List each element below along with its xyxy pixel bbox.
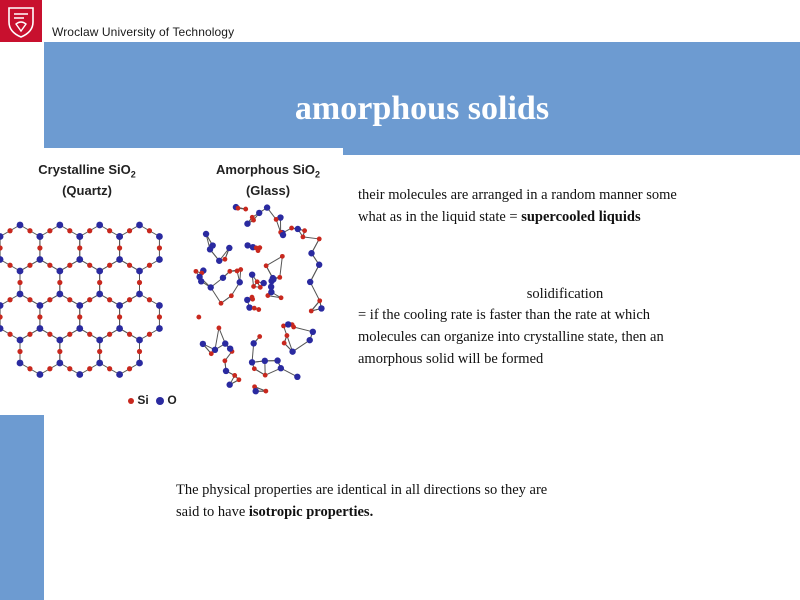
o-atom <box>280 232 286 238</box>
o-atom <box>136 337 143 344</box>
o-atom <box>244 297 250 303</box>
o-atom <box>116 302 123 309</box>
paragraph3-line2: said to have isotropic properties. <box>176 504 374 520</box>
left-accent-bar <box>0 415 44 600</box>
si-atom <box>27 263 32 268</box>
o-atom <box>308 250 314 256</box>
si-atom <box>227 269 232 274</box>
o-atom <box>252 388 258 394</box>
o-atom <box>220 275 226 281</box>
o-atom <box>200 341 206 347</box>
si-atom <box>27 297 32 302</box>
paragraph-isotropic <box>176 479 547 523</box>
o-atom <box>37 233 44 240</box>
si-atom <box>258 285 263 290</box>
si-atom <box>67 366 72 371</box>
o-atom <box>268 289 274 295</box>
si-atom <box>127 263 132 268</box>
o-atom <box>244 242 250 248</box>
o-atom <box>56 268 63 275</box>
si-atom <box>7 332 12 337</box>
si-atom <box>194 269 199 274</box>
si-atom <box>7 228 12 233</box>
si-atom <box>107 297 112 302</box>
si-atom <box>47 332 52 337</box>
si-atom <box>87 263 92 268</box>
si-atom <box>147 332 152 337</box>
amorphous-network <box>194 204 325 394</box>
o-atom <box>96 360 103 367</box>
si-atom <box>289 226 294 231</box>
si-atom <box>250 215 255 220</box>
o-atom <box>17 268 24 275</box>
si-atom <box>309 309 314 314</box>
si-atom <box>107 228 112 233</box>
si-atom <box>147 263 152 268</box>
o-atom <box>203 231 209 237</box>
glass-bond <box>303 237 319 239</box>
glass-bond <box>266 256 282 265</box>
si-atom <box>47 263 52 268</box>
o-atom <box>37 371 44 378</box>
si-atom <box>107 366 112 371</box>
o-atom <box>249 271 255 277</box>
o-atom <box>37 302 44 309</box>
si-atom <box>263 389 268 394</box>
o-atom <box>278 365 284 371</box>
o-atom <box>256 210 262 216</box>
si-atom <box>282 341 287 346</box>
si-legend-label: Si <box>137 393 149 407</box>
paragraph1-line2: what as in the liquid state = supercooled liquids <box>358 209 641 225</box>
amorphous-label: Amorphous SiO$_2$ (Glass) <box>216 162 320 198</box>
sio2-structure-figure <box>0 148 343 414</box>
o-atom <box>307 279 313 285</box>
o-atom <box>37 256 44 263</box>
si-atom <box>237 377 242 382</box>
si-atom <box>87 228 92 233</box>
paragraph1-line1: their molecules are arranged in a random manner some <box>358 187 677 203</box>
o-atom <box>76 302 83 309</box>
o-atom <box>17 360 24 367</box>
o-atom <box>56 222 63 229</box>
si-atom <box>302 228 307 233</box>
o-atom <box>316 262 322 268</box>
o-atom <box>289 348 295 354</box>
si-atom <box>127 366 132 371</box>
o-atom <box>136 268 143 275</box>
si-atom <box>27 366 32 371</box>
o-atom <box>262 358 268 364</box>
o-atom <box>318 305 324 311</box>
o-atom <box>116 325 123 332</box>
o-atom <box>227 345 233 351</box>
o-atom <box>156 233 163 240</box>
si-legend-dot <box>128 398 134 404</box>
si-atom <box>107 263 112 268</box>
si-atom <box>277 275 282 280</box>
university-name: Wroclaw University of Technology <box>52 25 235 39</box>
o-atom <box>196 274 202 280</box>
si-atom <box>7 263 12 268</box>
si-atom <box>229 293 234 298</box>
si-atom <box>256 307 261 312</box>
si-atom <box>87 332 92 337</box>
o-atom <box>76 371 83 378</box>
si-atom <box>57 349 62 354</box>
solidification-heading: solidification <box>526 286 604 302</box>
si-atom <box>235 269 240 274</box>
si-atom <box>137 349 142 354</box>
isotropic-properties-term: isotropic properties. <box>248 504 374 520</box>
paragraph2-line1: = if the cooling rate is faster than the rate at which <box>358 307 651 323</box>
o-atom <box>237 279 243 285</box>
o-atom <box>37 325 44 332</box>
si-atom <box>157 314 162 319</box>
si-atom <box>157 245 162 250</box>
o-atom <box>0 256 3 263</box>
o-atom <box>96 291 103 298</box>
o-atom <box>56 337 63 344</box>
o-atom <box>244 221 250 227</box>
supercooled-liquids-term: supercooled liquids <box>521 209 641 225</box>
o-legend-dot <box>156 397 164 405</box>
o-atom <box>264 204 270 210</box>
o-atom <box>222 340 228 346</box>
si-atom <box>47 228 52 233</box>
si-atom <box>219 301 224 306</box>
o-atom <box>17 222 24 229</box>
si-atom <box>317 298 322 303</box>
si-atom <box>280 254 285 259</box>
si-atom <box>27 332 32 337</box>
o-atom <box>136 291 143 298</box>
si-atom <box>257 334 262 339</box>
si-atom <box>57 280 62 285</box>
o-atom <box>207 284 213 290</box>
si-atom <box>256 248 261 253</box>
o-atom <box>76 325 83 332</box>
si-atom <box>196 315 201 320</box>
o-atom <box>223 368 229 374</box>
paragraph2-line3: amorphous solid will be formed <box>358 351 544 367</box>
o-atom <box>156 325 163 332</box>
si-atom <box>222 358 227 363</box>
o-atom <box>246 304 252 310</box>
si-atom <box>7 297 12 302</box>
glass-bond <box>280 256 283 277</box>
si-atom <box>37 314 42 319</box>
o-atom <box>136 360 143 367</box>
o-atom <box>136 222 143 229</box>
si-atom <box>252 306 257 311</box>
o-atom <box>274 357 280 363</box>
si-atom <box>255 279 260 284</box>
o-atom <box>0 302 3 309</box>
si-atom <box>243 207 248 212</box>
si-atom <box>47 366 52 371</box>
si-atom <box>223 257 228 262</box>
si-atom <box>0 245 3 250</box>
paragraph-amorphous-description <box>358 184 677 228</box>
si-atom <box>117 245 122 250</box>
paragraph2-line2: molecules can organize into crystalline state, then an <box>358 329 664 345</box>
si-atom <box>17 280 22 285</box>
si-atom <box>97 349 102 354</box>
si-atom <box>107 332 112 337</box>
si-atom <box>274 217 279 222</box>
o-atom <box>307 337 313 343</box>
o-atom <box>0 325 3 332</box>
si-atom <box>264 263 269 268</box>
si-atom <box>317 237 322 242</box>
si-atom <box>127 332 132 337</box>
o-atom <box>76 233 83 240</box>
o-atom <box>216 258 222 264</box>
si-atom <box>97 280 102 285</box>
si-atom <box>301 234 306 239</box>
si-atom <box>137 280 142 285</box>
o-atom <box>96 337 103 344</box>
o-atom <box>56 360 63 367</box>
o-atom <box>249 359 255 365</box>
si-atom <box>263 373 268 378</box>
si-atom <box>77 314 82 319</box>
si-atom <box>27 228 32 233</box>
si-atom <box>147 297 152 302</box>
o-atom <box>116 371 123 378</box>
si-atom <box>17 349 22 354</box>
si-atom <box>127 228 132 233</box>
o-atom <box>17 337 24 344</box>
o-atom <box>116 233 123 240</box>
si-atom <box>77 245 82 250</box>
paragraph-solidification <box>358 304 664 370</box>
crystalline-lattice <box>0 222 163 378</box>
o-atom <box>250 340 256 346</box>
si-atom <box>279 295 284 300</box>
si-atom <box>285 333 290 338</box>
o-atom <box>294 374 300 380</box>
si-atom <box>67 297 72 302</box>
o-atom <box>156 256 163 263</box>
o-atom <box>270 275 276 281</box>
o-atom <box>116 256 123 263</box>
university-logo <box>0 0 42 42</box>
paragraph3-line1: The physical properties are identical in all directions so they are <box>176 482 548 498</box>
o-legend-label: O <box>167 393 177 407</box>
si-atom <box>67 228 72 233</box>
si-atom <box>117 314 122 319</box>
o-atom <box>156 302 163 309</box>
si-atom <box>67 332 72 337</box>
o-atom <box>76 256 83 263</box>
o-atom <box>295 226 301 232</box>
si-atom <box>37 245 42 250</box>
o-atom <box>226 245 232 251</box>
o-atom <box>226 382 232 388</box>
si-atom <box>251 284 256 289</box>
si-atom <box>232 373 237 378</box>
slide-title: amorphous solids <box>294 90 550 127</box>
si-atom <box>67 263 72 268</box>
legend <box>128 393 177 407</box>
o-atom <box>285 321 291 327</box>
glass-bond <box>215 328 219 350</box>
si-atom <box>217 326 222 331</box>
si-atom <box>147 228 152 233</box>
o-atom <box>310 329 316 335</box>
si-atom <box>127 297 132 302</box>
si-atom <box>87 297 92 302</box>
o-atom <box>0 233 3 240</box>
si-atom <box>252 366 257 371</box>
si-atom <box>87 366 92 371</box>
o-atom <box>96 268 103 275</box>
o-atom <box>96 222 103 229</box>
crystalline-label: Crystalline SiO$_2$ (Quartz) <box>38 162 136 198</box>
si-atom <box>0 314 3 319</box>
si-atom <box>236 206 241 211</box>
o-atom <box>56 291 63 298</box>
o-atom <box>17 291 24 298</box>
molecular-structure-diagram <box>0 148 343 414</box>
si-atom <box>47 297 52 302</box>
si-atom <box>209 351 214 356</box>
o-atom <box>209 242 215 248</box>
